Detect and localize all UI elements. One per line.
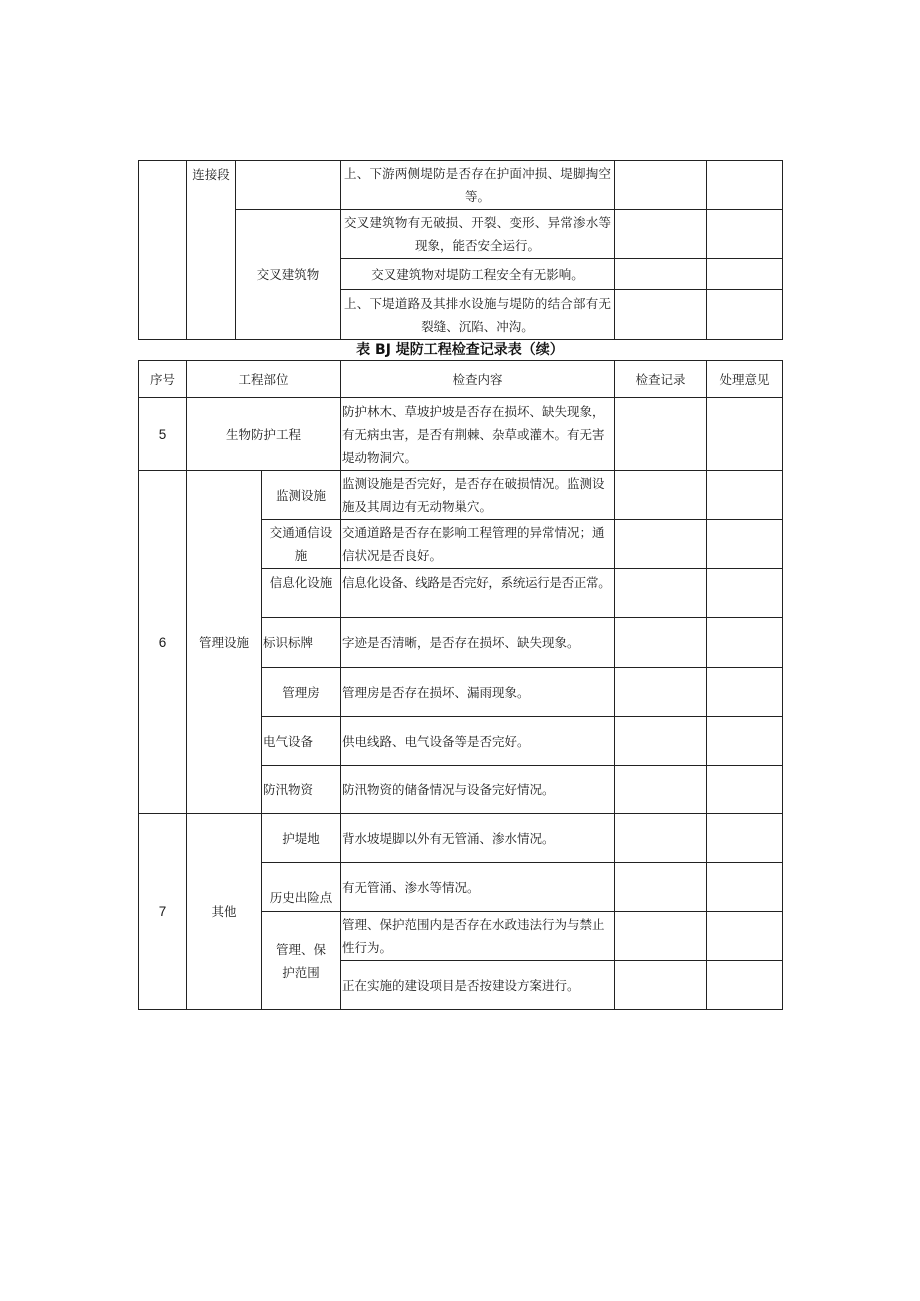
record-cell[interactable]	[615, 471, 707, 520]
inspection-record-table	[138, 360, 783, 1010]
sub-part: 标识标牌	[262, 618, 341, 668]
record-cell[interactable]	[615, 961, 707, 1010]
content-cell: 有无管涌、渗水等情况。	[341, 863, 615, 912]
record-cell[interactable]	[615, 863, 707, 912]
opinion-cell[interactable]	[707, 259, 783, 290]
content-cell: 上、下堤道路及其排水设施与堤防的结合部有无裂缝、沉陷、冲沟。	[341, 290, 615, 340]
sub-part-crossing-structures: 交叉建筑物	[236, 210, 341, 340]
header-part: 工程部位	[187, 361, 341, 398]
header-content: 检查内容	[341, 361, 615, 398]
content-cell: 供电线路、电气设备等是否完好。	[341, 717, 615, 766]
opinion-cell[interactable]	[707, 398, 783, 471]
record-cell[interactable]	[615, 259, 707, 290]
record-cell[interactable]	[615, 520, 707, 569]
opinion-cell[interactable]	[707, 766, 783, 814]
record-cell[interactable]	[615, 766, 707, 814]
header-row	[139, 361, 783, 398]
sub-part: 电气设备	[262, 717, 341, 766]
content-cell: 交叉建筑物对堤防工程安全有无影响。	[341, 259, 615, 290]
sub-part: 监测设施	[262, 471, 341, 520]
index-cell-blank	[139, 161, 187, 340]
part-other: 其他	[187, 814, 262, 1010]
opinion-cell[interactable]	[707, 471, 783, 520]
record-cell[interactable]	[615, 668, 707, 717]
record-cell[interactable]	[615, 717, 707, 766]
content-cell: 管理、保护范围内是否存在水政违法行为与禁止性行为。	[341, 912, 615, 961]
content-cell: 防护林木、草坡护坡是否存在损坏、缺失现象，有无病虫害，是否有荆棘、杂草或灌木。有无害堤动物洞穴。	[341, 398, 615, 471]
opinion-cell[interactable]	[707, 668, 783, 717]
sub-part: 护堤地	[262, 814, 341, 863]
index-5: 5	[139, 398, 187, 471]
opinion-cell[interactable]	[707, 814, 783, 863]
header-opinion: 处理意见	[707, 361, 783, 398]
content-cell: 背水坡堤脚以外有无管涌、渗水情况。	[341, 814, 615, 863]
sub-part: 历史出险点	[262, 863, 341, 912]
content-cell: 防汛物资的储备情况与设备完好情况。	[341, 766, 615, 814]
content-cell: 监测设施是否完好，是否存在破损情况。监测设施及其周边有无动物巢穴。	[341, 471, 615, 520]
part-connection-section: 连接段	[187, 161, 236, 340]
opinion-cell[interactable]	[707, 912, 783, 961]
content-cell: 交通道路是否存在影响工程管理的异常情况；通信状况是否良好。	[341, 520, 615, 569]
record-cell[interactable]	[615, 210, 707, 259]
sub-part-blank	[236, 161, 341, 210]
sub-part: 防汛物资	[262, 766, 341, 814]
opinion-cell[interactable]	[707, 161, 783, 210]
content-cell: 交叉建筑物有无破损、开裂、变形、异常渗水等现象，能否安全运行。	[341, 210, 615, 259]
table-row	[139, 814, 783, 863]
opinion-cell[interactable]	[707, 569, 783, 618]
record-cell[interactable]	[615, 290, 707, 340]
part-bio-protection: 生物防护工程	[187, 398, 341, 471]
header-record: 检查记录	[615, 361, 707, 398]
opinion-cell[interactable]	[707, 290, 783, 340]
opinion-cell[interactable]	[707, 717, 783, 766]
opinion-cell[interactable]	[707, 520, 783, 569]
sub-part: 信息化设施	[262, 569, 341, 618]
content-cell: 管理房是否存在损坏、漏雨现象。	[341, 668, 615, 717]
opinion-cell[interactable]	[707, 210, 783, 259]
content-cell: 上、下游两侧堤防是否存在护面冲损、堤脚掏空等。	[341, 161, 615, 210]
sub-part: 管理房	[262, 668, 341, 717]
opinion-cell[interactable]	[707, 961, 783, 1010]
index-7: 7	[139, 814, 187, 1010]
table-caption: 表 BJ 堤防工程检查记录表（续）	[356, 342, 564, 358]
sub-part: 管理、保护范围	[262, 912, 341, 1010]
content-cell: 字迹是否清晰，是否存在损坏、缺失现象。	[341, 618, 615, 668]
opinion-cell[interactable]	[707, 618, 783, 668]
record-cell[interactable]	[615, 161, 707, 210]
content-cell: 信息化设备、线路是否完好，系统运行是否正常。	[341, 569, 615, 618]
opinion-cell[interactable]	[707, 863, 783, 912]
record-cell[interactable]	[615, 569, 707, 618]
header-index: 序号	[139, 361, 187, 398]
record-cell[interactable]	[615, 912, 707, 961]
record-cell[interactable]	[615, 814, 707, 863]
content-cell: 正在实施的建设项目是否按建设方案进行。	[341, 961, 615, 1010]
record-cell[interactable]	[615, 618, 707, 668]
record-cell[interactable]	[615, 398, 707, 471]
sub-part: 交通通信设施	[262, 520, 341, 569]
part-management-facilities: 管理设施	[187, 471, 262, 814]
table-row	[139, 398, 783, 471]
continuation-table	[138, 160, 783, 340]
table-row	[139, 471, 783, 520]
index-6: 6	[139, 471, 187, 814]
